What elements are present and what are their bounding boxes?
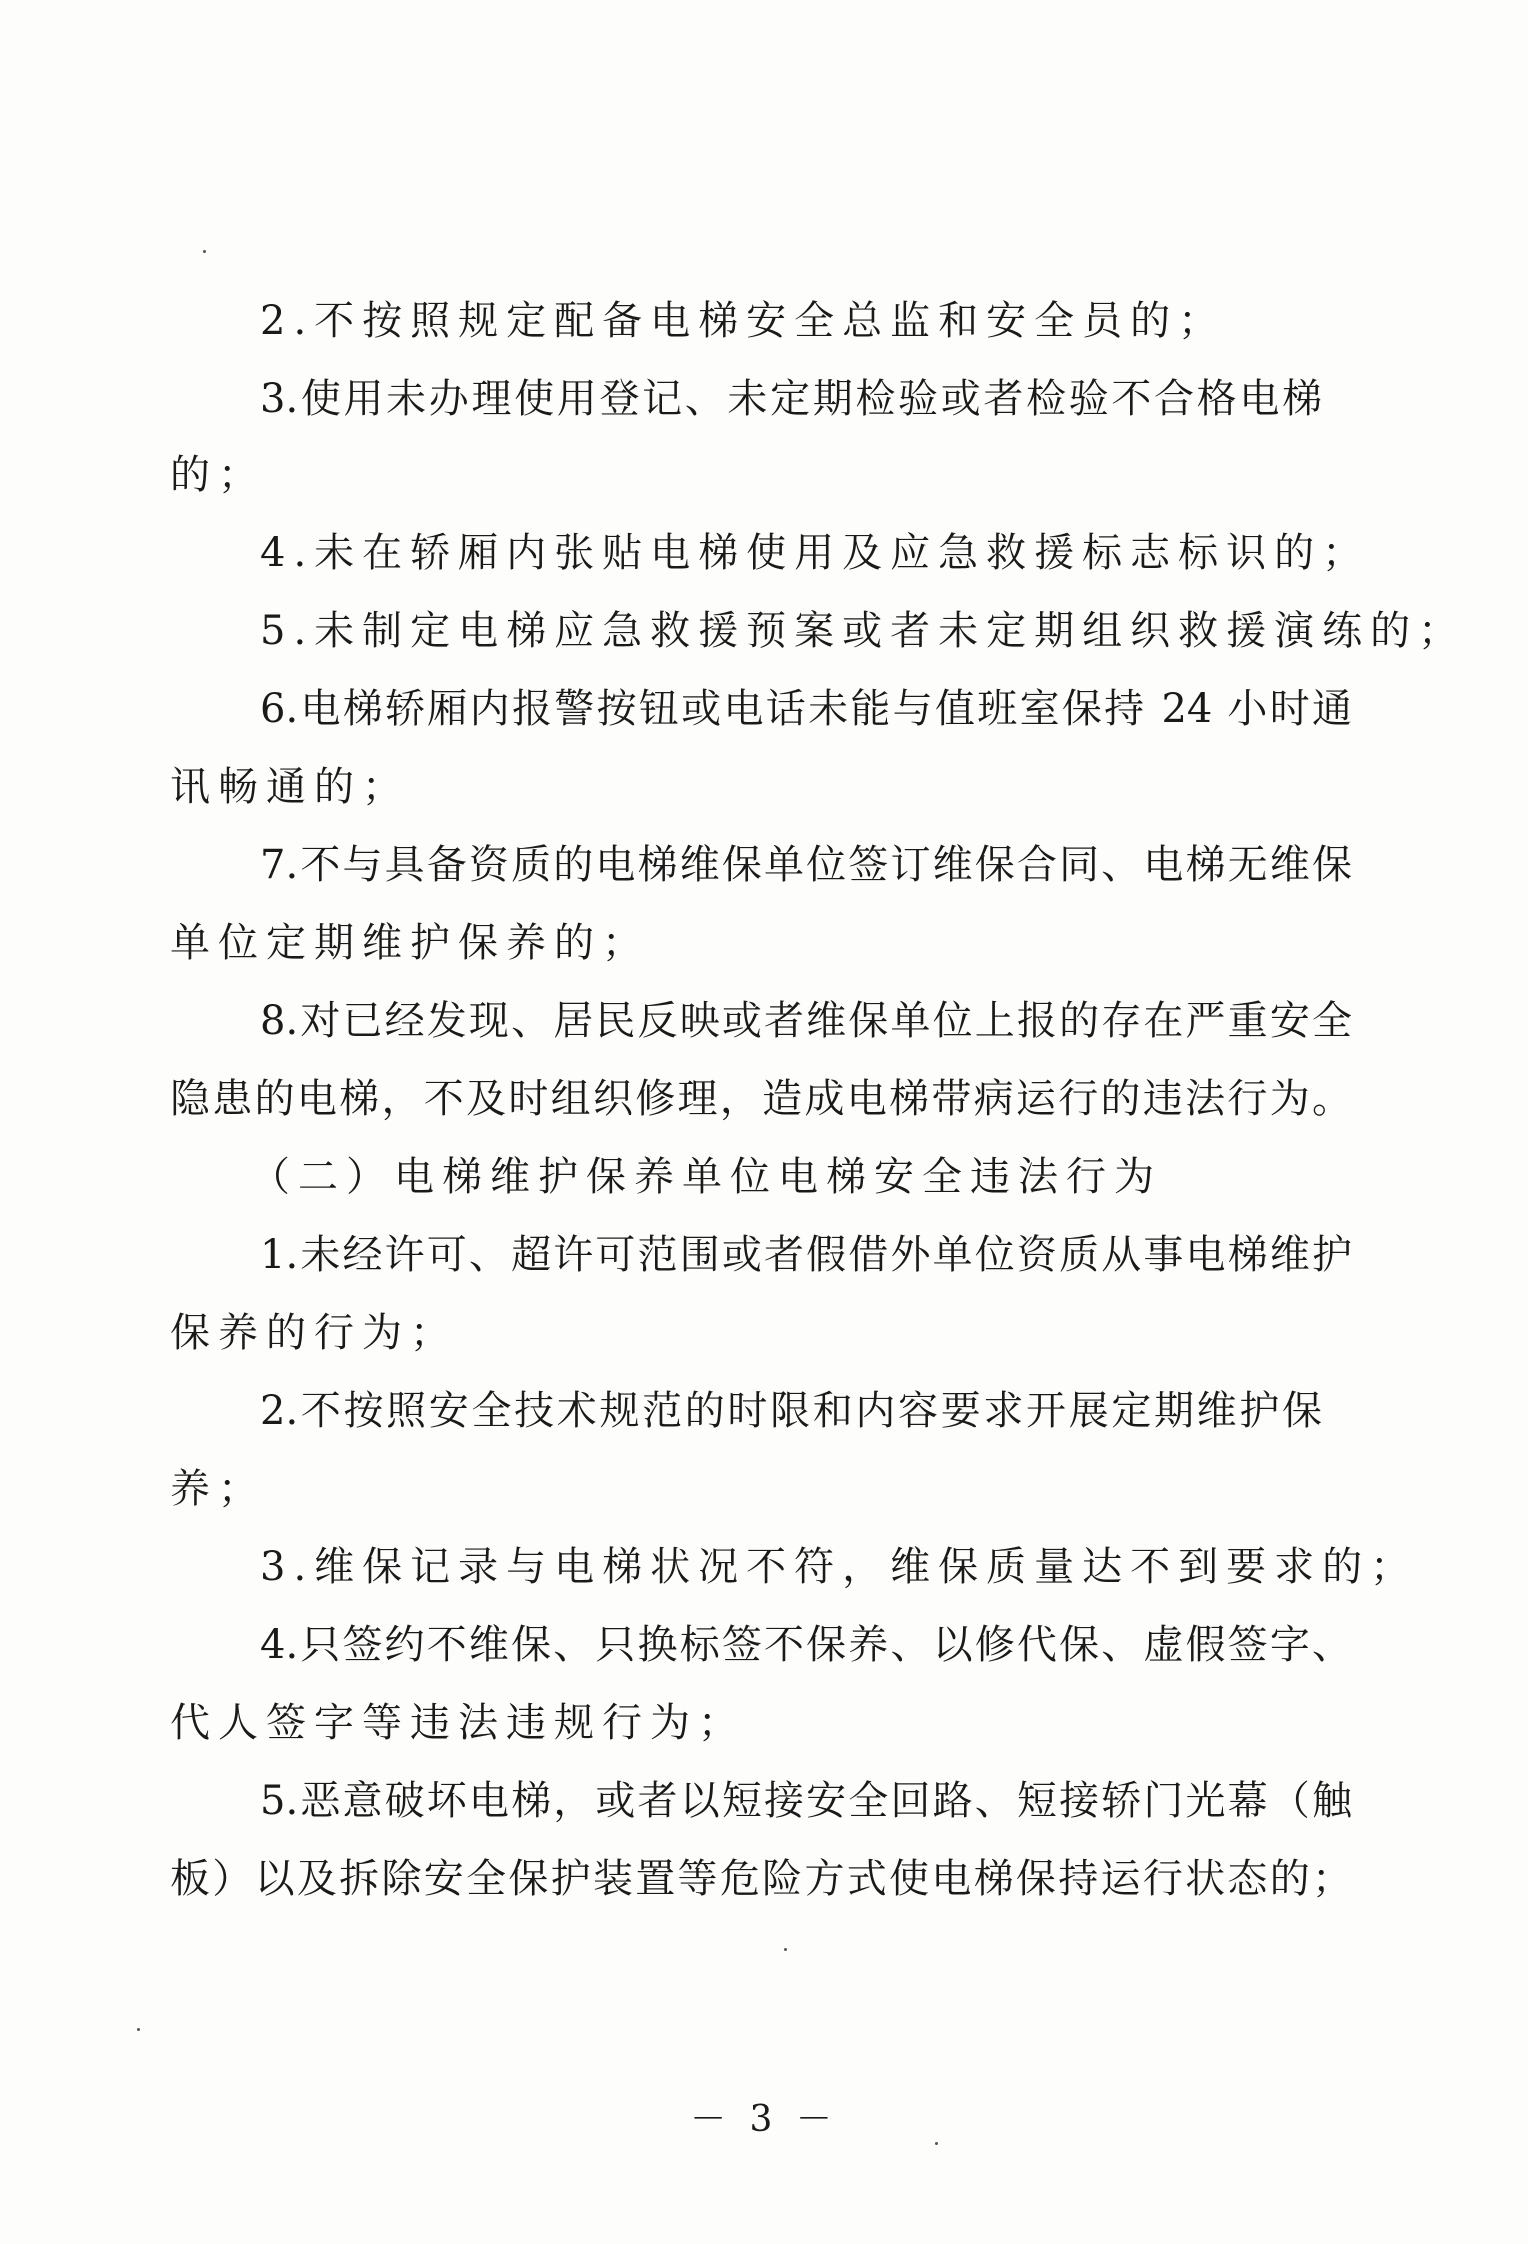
paragraph-line: 保养的行为；: [170, 1310, 458, 1356]
paragraph-line: 养；: [170, 1466, 266, 1512]
section-heading: （二）电梯维护保养单位电梯安全违法行为: [250, 1154, 1162, 1200]
paragraph-line: 8.对已经发现、居民反映或者维保单位上报的存在严重安全: [260, 998, 1352, 1044]
scan-speck: [935, 2142, 938, 2145]
page-number: － 3 －: [690, 2099, 838, 2140]
scan-speck: [784, 1948, 787, 1951]
paragraph-line: 隐患的电梯，不及时组织修理，造成电梯带病运行的违法行为。: [170, 1076, 1352, 1122]
paragraph-line: 7.不与具备资质的电梯维保单位签订维保合同、电梯无维保: [260, 842, 1352, 888]
paragraph-line: 板）以及拆除安全保护装置等危险方式使电梯保持运行状态的；: [170, 1856, 1352, 1902]
paragraph-line: 6.电梯轿厢内报警按钮或电话未能与值班室保持 24 小时通: [260, 686, 1352, 732]
paragraph-line: 5.恶意破坏电梯，或者以短接安全回路、短接轿门光幕（触: [260, 1778, 1352, 1824]
paragraph-line: 2.不按照规定配备电梯安全总监和安全员的；: [260, 298, 1227, 344]
paragraph-line: 代人签字等违法违规行为；: [170, 1700, 746, 1746]
paragraph-line: 4.只签约不维保、只换标签不保养、以修代保、虚假签字、: [260, 1622, 1352, 1668]
paragraph-line: 3.使用未办理使用登记、未定期检验或者检验不合格电梯: [260, 376, 1322, 422]
paragraph-line: 的；: [170, 452, 266, 498]
scan-speck: [203, 250, 206, 253]
paragraph-line: 4.未在轿厢内张贴电梯使用及应急救援标志标识的；: [260, 530, 1371, 576]
paragraph-line: 5.未制定电梯应急救援预案或者未定期组织救援演练的；: [260, 608, 1467, 654]
paragraph-line: 单位定期维护保养的；: [170, 920, 650, 966]
paragraph-line: 2.不按照安全技术规范的时限和内容要求开展定期维护保: [260, 1388, 1322, 1434]
paragraph-line: 讯畅通的；: [170, 764, 410, 810]
paragraph-line: 3.维保记录与电梯状况不符，维保质量达不到要求的；: [260, 1544, 1419, 1590]
scan-speck: [137, 2028, 140, 2031]
paragraph-line: 1.未经许可、超许可范围或者假借外单位资质从事电梯维护: [260, 1232, 1352, 1278]
